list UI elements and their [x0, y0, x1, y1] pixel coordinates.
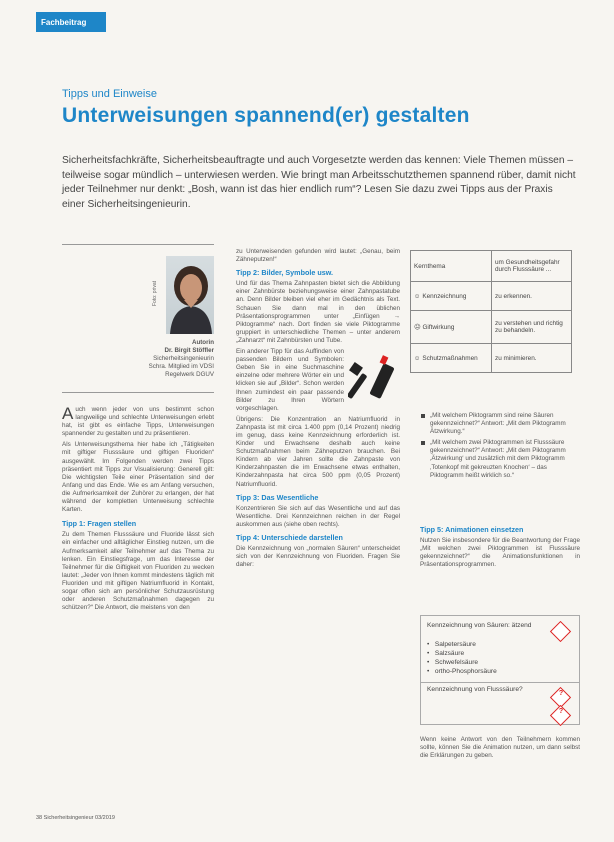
table-cell: zu erkennen.	[492, 282, 572, 311]
photo-credit: Foto: privat	[152, 280, 158, 306]
paragraph: Und für das Thema Zahnpasten bietet sich die Abbildung einer Zahnbürste beziehungsweise einer Zahnpastatube an. Denn Bilder bleiben viel eher im Gedächtnis als Text. Schauen Sie dann mal in den üblichen Präsentationsprogrammen unter „Einfügen → Piktogramme“ nach. Dort finden sie viele Piktogramme gruppiert in unterschiedliche Themen – unter anderem „Zahnarzt“ mit Zahnbürsten und Tube.	[236, 280, 400, 344]
table-row	[411, 251, 572, 282]
overline: Tipps und Einweise	[62, 88, 157, 100]
section-tag-label: Fachbeitrag	[41, 18, 87, 27]
intro-text: Sicherheitsfachkräfte, Sicherheitsbeauftragte und auch Vorgesetzte werden das kennen: Viele Themen müssen – teilweise sogar mündlich – unterwiesen werden. Wie bringt man Arbeitsschutzthemen spannend rüber, damit nicht jeder Teilnehmer nur denkt: „Bosh, wann ist das hier endlich rum“? Lesen Sie dazu zwei Tipps aus der Praxis einer Sicherheitsingenieurin.	[62, 155, 576, 210]
toothbrush-icon	[348, 350, 400, 402]
paragraph: Konzentrieren Sie sich auf das Wesentliche und auf das Wesentliche. Drei Kennzeichnen reichen in der Regel auskommen aus (siehe oben rechts).	[236, 504, 400, 528]
list-item: • Schwefelsäure	[427, 659, 479, 666]
paragraph: Nutzen Sie insbesondere für die Beantwortung der Frage „Mit welchen zwei Piktogrammen ist Flusssäure gekennzeichnet?“ die Animationsfunktionen in Präsentationsprogrammen.	[420, 537, 580, 569]
corrosive-hazard-icon	[550, 621, 571, 642]
paragraph: uch wenn jeder von uns bestimmt schon langweilige und schlechte Unterweisungen erlebt hat, ist gibt es einfache Tipps, Unterweisungen spannender zu gestalten und zu präsentieren.	[62, 406, 214, 438]
list-item: • Salzsäure	[427, 650, 465, 657]
portrait-image	[166, 256, 214, 334]
author-photo	[166, 256, 214, 334]
author-bio	[120, 339, 214, 379]
question-mark: ?	[558, 690, 564, 697]
heading-tipp-4: Tipp 4: Unterschiede darstellen	[236, 533, 343, 542]
divider	[62, 244, 214, 245]
question-mark: ?	[558, 708, 564, 715]
section-tag	[36, 12, 106, 32]
table-cell: ☺ Kennzeichnung	[411, 282, 492, 311]
list-item: • Salpetersäure	[427, 641, 476, 648]
table-cell: zu verstehen und richtig zu behandeln.	[492, 311, 572, 344]
divider	[421, 682, 579, 683]
paragraph: Übrigens: Die Konzentration an Natriumfluorid in Zahnpasta ist mit circa 1.400 ppm (0,14 Prozent) niedrig im genug, dass keine Kennzeichnung erforderlich ist. Kinder und Erwachsene deshalb auch keine Schutzmaßnahmen beim Zähneputzen brauchen. Bei Kindern ab vier Jahren sollte die Zahnpaste von Kinderzahnpasten die im Erwachsene etwas enthalten, Kinderzahnpasta hat circa 500 ppm (0,05 Prozent) Natriumfluorid.	[236, 415, 400, 488]
key-table	[410, 250, 572, 373]
author-name: Dr. Birgit Stöffler	[164, 347, 214, 354]
author-role: Sicherheitsingenieurin	[153, 355, 214, 362]
table-cell: ☺ Schutzmaßnahmen	[411, 344, 492, 373]
table-row	[411, 282, 572, 311]
box-title-hf: Kennzeichnung von Flusssäure?	[427, 686, 523, 693]
divider	[62, 392, 214, 393]
paragraph: zu Unterweisenden gefunden wird lautet: „Genau, beim Zähneputzen!“	[236, 248, 400, 264]
list-item: „Mit welchem zwei Piktogrammen ist Flusssäure gekennzeichnet?“ Antwort: „Mit dem Piktogramm ‚Ätzwirkung‘ und zusätzlich mit dem Piktogramm ‚Totenkopf mit gekreuzten Knochen‘ – das Piktogramm heißt wirklich so.“	[420, 439, 580, 479]
page-title: Unterweisungen spannend(er) gestalten	[62, 104, 470, 127]
paragraph: Zu dem Themen Flusssäure und Fluoride lässt sich ein einfacher und alltäglicher Einstieg nutzen, um die Aufmerksamkeit aller Teilnehmer auf das Thema zu lenken. Ein Einstiegsfrage, um das Interesse der Teilnehmer für die Giftigkeit von Fluoriden zu wecken lautet: „Jeder von Ihnen kommt mindestens täglich mit Fluoriden und mit giftigen Natriumfluorid in Kontakt, sogar offen sich am persönlicher Schutzausrüstung oder anderen Schutzmaßnahmen dagegen zu schützen?“ Die Antwort, die meistens von den	[62, 531, 214, 612]
author-line3: Schra. Mitglied im VDSI	[148, 363, 214, 370]
column-2	[236, 248, 400, 572]
table-cell: zu minimieren.	[492, 344, 572, 373]
table-cell: ☹ Giftwirkung	[411, 311, 492, 344]
paragraph: Wenn keine Antwort von den Teilnehmern kommen sollte, können Sie die Animation nutzen, um dann selbst die Erklärungen zu geben.	[420, 736, 580, 760]
column-1	[62, 406, 214, 615]
pictogram-box	[420, 615, 580, 725]
list-item: • ortho-Phosphorsäure	[427, 668, 497, 675]
smiley-icon: ☺	[414, 292, 421, 300]
sad-face-icon: ☹	[414, 324, 421, 331]
column-3	[420, 526, 580, 572]
author-line4: Regelwerk DGUV	[165, 371, 214, 378]
heading-tipp-2: Tipp 2: Bilder, Symbole usw.	[236, 268, 334, 278]
heading-tipp-3: Tipp 3: Das Wesentliche	[236, 492, 319, 502]
question-list	[420, 412, 580, 483]
author-label: Autorin	[192, 339, 214, 346]
paragraph: Die Kennzeichnung von „normalen Säuren“ unterscheidet sich von der Kennzeichnung von Fluoriden. Fragen Sie daher:	[236, 545, 400, 569]
paragraph: Als Unterweisungsthema hier habe ich „Tätigkeiten mit giftiger Flusssäure und giftigen Fluoriden“ ausgewählt. Im Folgenden werden zwei Tipps präsentiert mit Tipps zur Visualisierung: Generell gilt: Die wichtigsten Teile einer Präsentation sind der Anfang und das Ende. Wie es am Anfang versuchen, die Aufmerksamkeit der Zuhörer zu erlangen, der hat während der kompletten Unterweisung schlechte Karten.	[62, 441, 214, 514]
paragraph: Ein anderer Tipp für das Auffinden von passenden Bildern und Symbolen: Geben Sie in eine Suchmaschine einzelne oder mehrere Wörter ein und klicken sie auf „Bilder“. Schon werden Ihnen zumindest ein paar passende Bilder zu Ihren Wörtern vorgeschlagen.	[236, 348, 344, 412]
table-cell: um Gesundheitsgefahr durch Flusssäure ...	[492, 251, 572, 282]
acid-list	[427, 640, 547, 676]
table-row	[411, 311, 572, 344]
box-title-acids: Kennzeichnung von Säuren: ätzend	[427, 622, 532, 629]
column-3-end	[420, 736, 580, 763]
table-row	[411, 344, 572, 373]
heading-tipp-5: Tipp 5: Animationen einsetzen	[420, 525, 524, 534]
table-cell: Kernthema	[411, 251, 492, 282]
heading-tipp-1: Tipp 1: Fragen stellen	[62, 519, 137, 529]
list-item: „Mit welchem Piktogramm sind reine Säuren gekennzeichnet?“ Antwort: „Mit dem Piktogramm Ätzwirkung.“	[420, 412, 580, 436]
smiley-icon: ☺	[414, 354, 421, 362]
dropcap: A	[62, 404, 74, 423]
page-footer: 38 Sicherheitsingenieur 03/2019	[36, 815, 115, 821]
